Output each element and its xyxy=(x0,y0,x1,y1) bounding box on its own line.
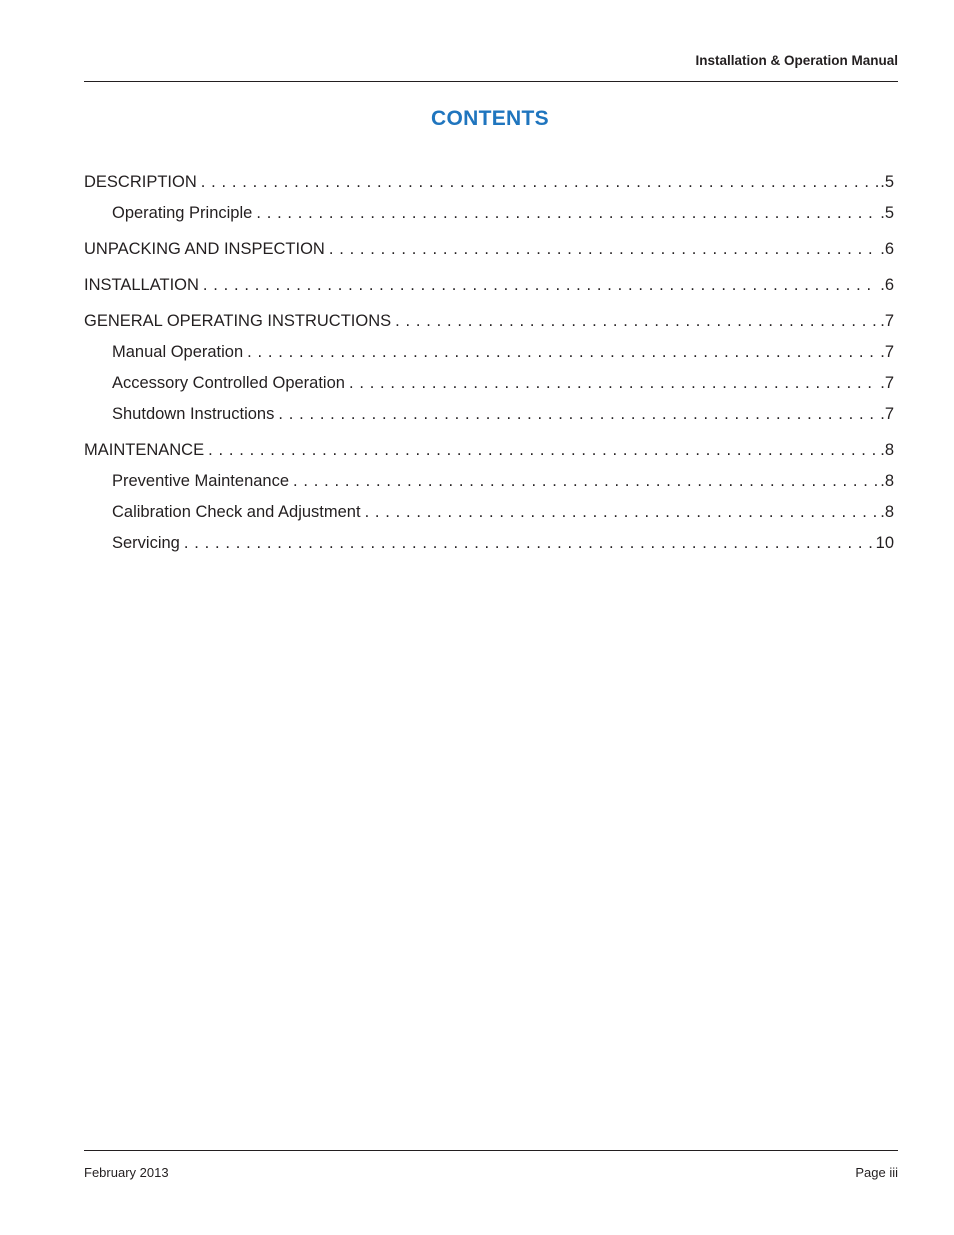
toc-entry-page: .8 xyxy=(878,469,894,493)
toc-entry-label: GENERAL OPERATING INSTRUCTIONS xyxy=(84,309,395,333)
toc-entry-preventive-maintenance[interactable] xyxy=(84,469,894,500)
toc-dot-leader xyxy=(278,402,878,426)
toc-entry-page: .6 xyxy=(878,273,894,297)
toc-entry-label: Operating Principle xyxy=(112,201,256,225)
toc-entry-page: .6 xyxy=(878,237,894,261)
toc-entry-unpacking-and-inspection[interactable] xyxy=(84,237,894,268)
toc-entry-page: .7 xyxy=(878,371,894,395)
toc-entry-description[interactable] xyxy=(84,170,894,201)
toc-entry-page: .7 xyxy=(878,402,894,426)
toc-dot-leader xyxy=(256,201,878,225)
toc-entry-maintenance[interactable] xyxy=(84,438,894,469)
toc-entry-operating-principle[interactable] xyxy=(84,201,894,232)
toc-entry-page: .8 xyxy=(878,500,894,524)
toc-dot-leader xyxy=(184,531,874,555)
toc-dot-leader xyxy=(203,273,878,297)
toc-entry-label: Calibration Check and Adjustment xyxy=(112,500,365,524)
header-divider xyxy=(84,81,898,82)
toc-dot-leader xyxy=(349,371,878,395)
toc-entry-page: 10 xyxy=(874,531,894,555)
toc-entry-manual-operation[interactable] xyxy=(84,340,894,371)
page-title: CONTENTS xyxy=(431,107,549,130)
toc-dot-leader xyxy=(201,170,878,194)
toc-dot-leader xyxy=(365,500,879,524)
toc-entry-label: UNPACKING AND INSPECTION xyxy=(84,237,329,261)
toc-entry-accessory-controlled-operation[interactable] xyxy=(84,371,894,402)
toc-entry-label: Preventive Maintenance xyxy=(112,469,293,493)
toc-entry-label: MAINTENANCE xyxy=(84,438,208,462)
footer-divider xyxy=(84,1150,898,1151)
toc-entry-installation[interactable] xyxy=(84,273,894,304)
toc-entry-label: Manual Operation xyxy=(112,340,247,364)
toc-entry-page: .5 xyxy=(878,170,894,194)
toc-entry-page: .5 xyxy=(878,201,894,225)
toc-entry-label: Accessory Controlled Operation xyxy=(112,371,349,395)
footer-date: February 2013 xyxy=(84,1165,169,1180)
toc-dot-leader xyxy=(329,237,878,261)
toc-entry-calibration-check-and-adjustment[interactable] xyxy=(84,500,894,531)
toc-entry-label: Servicing xyxy=(112,531,184,555)
toc-dot-leader xyxy=(247,340,878,364)
toc-entry-page: .7 xyxy=(878,340,894,364)
toc-entry-label: Shutdown Instructions xyxy=(112,402,278,426)
toc-entry-general-operating-instructions[interactable] xyxy=(84,309,894,340)
toc-entry-page: .8 xyxy=(878,438,894,462)
toc-dot-leader xyxy=(208,438,878,462)
toc-dot-leader xyxy=(395,309,878,333)
toc-entry-servicing[interactable] xyxy=(84,531,894,562)
table-of-contents xyxy=(84,170,894,562)
toc-entry-shutdown-instructions[interactable] xyxy=(84,402,894,433)
toc-entry-page: .7 xyxy=(878,309,894,333)
toc-entry-label: DESCRIPTION xyxy=(84,170,201,194)
footer-page-number: Page iii xyxy=(855,1165,898,1180)
toc-entry-label: INSTALLATION xyxy=(84,273,203,297)
toc-dot-leader xyxy=(293,469,878,493)
header-title: Installation & Operation Manual xyxy=(695,53,898,68)
